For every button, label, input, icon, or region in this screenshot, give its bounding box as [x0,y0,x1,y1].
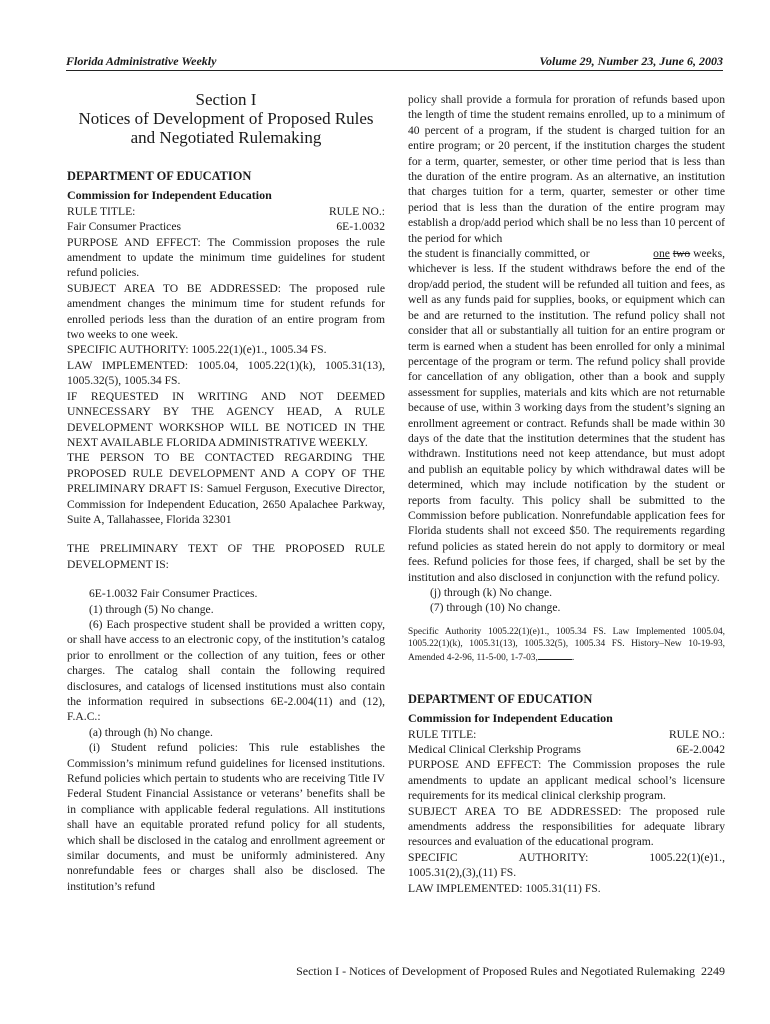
rule-item-j-k: (j) through (k) No change. [430,586,553,599]
section-title-line3: and Negotiated Rulemaking [130,128,322,147]
refund-policy-continued-a: policy shall provide a formula for proration of refunds based upon the length of time the student remains enrolled, up to a minimum of 40 percent of a program, if the student is charged tuition for an entire program; or 20 percent, if the institution charges the student for a term, quarter, semester, or other time period that is less than the duration of the entire program. As an alternative, an institution that charges tuition for a term, quarter, semester or other time period that is less than the duration of the entire program may establish a drop/add period which shall be no less than 10 percent of the period for which [408,93,725,245]
purpose-paragraph-2: PURPOSE AND EFFECT: The Commission proposes the rule amendments to update an applicant medical school’s licensure requirements for its medical clinical clerkship program. [408,758,725,803]
authority-continued-2: 1005.31(2),(3),(11) FS. [408,866,517,880]
section-title-line1: Section I [195,90,257,109]
authority-paragraph: SPECIFIC AUTHORITY: 1005.22(1)(e)1., 1005.34 FS. [67,343,327,357]
rule-item-6: (6) Each prospective student shall be provided a written copy, or shall have access to an electronic copy, of the institution’s catalog prior to enrollment or the collection of any tuition, fees or other charges. The catalog shall contain the following required disclosures, and catalogs of licensed institutions must also contain the information required in subsections 6E-2.004(11) and (12), F.A.C.: [67,617,385,724]
authority-row-2 [408,850,725,865]
deleted-text: two [672,247,691,261]
rule-no-label-2: RULE NO.: [668,727,725,741]
spacer [67,572,385,586]
rule-no-label: RULE NO.: [328,204,385,218]
rule-item-1-5: (1) through (5) No change. [89,602,214,616]
amended-line-pre: the student is financially committed, or [408,247,590,261]
history-note [408,626,725,664]
commission-heading: Commission for Independent Education [67,188,272,203]
inserted-text: one [653,247,670,261]
rule-text-heading: 6E-1.0032 Fair Consumer Practices. [89,587,258,601]
page-number: 2249 [701,964,725,978]
right-column [408,92,725,896]
refund-policy-continued-c: whichever is less. If the student withdraws before the end of the drop/add period, the student will be refunded all tuition and fees, as well as any funds paid for supplies, books, or equipment which can be and are returned to the institution. The refund policy shall not consider that all or substantially all tuition for an entire program or term is earned when a student has been enrolled for only a minimal percentage of the program or term. The refund policy shall provide for cancellation of any obligation, other than a book and supply assessment for supplies, materials and kits which are not returnable because of use, within 3 working days from the student’s signing an enrollment agreement or contract. Refunds shall be made within 30 days of the date that the institution determines that the student has withdrawn. Institutions need not keep attendance, but must adopt and publish an equitable policy by which withdrawal dates will be determined, which may include notification by the student or reports from faculty. This policy shall be submitted to the Commission before publication. Nonrefundable application fees for Florida students shall not exceed $50. The requirements regarding refund policies as stated herein do not apply to dormitory or meal fees. Refund policies for those fees, if charged, shall be set by the institution and also disclosed in conjunction with the refund policy. [408,262,725,584]
preliminary-heading: THE PRELIMINARY TEXT OF THE PROPOSED RULE DEVELOPMENT IS: [67,542,385,571]
rule-label-row-2 [408,727,725,742]
history-end: . [571,652,575,663]
rule-title-label-2: RULE TITLE: [408,727,477,741]
rule-title-2: Medical Clinical Clerkship Programs [408,743,581,757]
department-heading: DEPARTMENT OF EDUCATION [67,169,252,183]
commission-heading-2: Commission for Independent Education [408,711,613,726]
issue-info: Volume 29, Number 23, June 6, 2003 [539,54,723,68]
rule-item-7-10: (7) through (10) No change. [430,601,561,615]
spacer [408,616,725,626]
rule-title: Fair Consumer Practices [67,220,181,234]
law-paragraph: LAW IMPLEMENTED: 1005.04, 1005.22(1)(k), 1005.31(13), 1005.32(5), 1005.34 FS. [67,358,385,388]
history-text: Specific Authority 1005.22(1)(e)1., 1005.34 FS. Law Implemented 1005.04, 1005.22(1)(k), 1005.31(13), 1005.32(5), 1005.34 FS. History–New 10-19-93, Amended 4-2-96, 11-5-00, 1-7-03, [408,626,725,663]
refund-policy-amended-line [408,246,725,261]
workshop-paragraph: IF REQUESTED IN WRITING AND NOT DEEMED UNNECESSARY BY THE AGENCY HEAD, A RULE DEVELOPMENT WORKSHOP WILL BE NOTICED IN THE NEXT AVAILABLE FLORIDA ADMINISTRATIVE WEEKLY. [67,389,385,449]
rule-no-2: 6E-2.0042 [676,743,725,757]
publication-name: Florida Administrative Weekly [66,54,217,68]
authority-label-2: SPECIFIC [408,850,458,864]
section-title-line2: Notices of Development of Proposed Rules [78,109,374,128]
rule-item-i: (i) Student refund policies: This rule establishes the Commission’s minimum refund guidelines for licensed institutions. Refund policies which pertain to students who are receiving Title IV Federal Student Financial Assistance or veterans’ benefits shall be in compliance with applicable federal regulations. All institutions shall have an equitable prorated refund policy for all students, which shall be disclosed in the catalog and enrollment agreement or similar documents, and must be uniformly administered. Any nonrefundable fees or charges shall also be disclosed. The institution’s refund [67,741,385,893]
section-title [67,90,385,147]
amended-line-changes [653,246,725,261]
footer-text: Section I - Notices of Development of Proposed Rules and Negotiated Rulemaking [296,964,695,978]
spacer [408,664,725,692]
law-paragraph-2: LAW IMPLEMENTED: 1005.31(11) FS. [408,881,601,895]
left-column [67,90,385,894]
rule-value-row [67,219,385,234]
authority-mid-2: AUTHORITY: [518,850,589,864]
rule-title-label: RULE TITLE: [67,204,136,218]
purpose-paragraph: PURPOSE AND EFFECT: The Commission proposes the rule amendment to update the minimum time guidelines for student refund policies. [67,235,385,280]
authority-value-2: 1005.22(1)(e)1., [649,850,725,864]
history-blank [538,650,572,660]
rule-no: 6E-1.0032 [336,220,385,234]
department-heading-2: DEPARTMENT OF EDUCATION [408,691,593,706]
page-footer [270,964,725,979]
contact-paragraph: THE PERSON TO BE CONTACTED REGARDING THE PROPOSED RULE DEVELOPMENT AND A COPY OF THE PRELIMINARY DRAFT IS: Samuel Ferguson, Executive Director, Commission for Independent Education, 2650 Apalachee Parkway, Suite A, Tallahassee, Florida 32301 [67,451,385,526]
rule-item-a-h: (a) through (h) No change. [89,725,213,739]
spacer [67,527,385,541]
running-header [66,52,723,71]
subject-paragraph: SUBJECT AREA TO BE ADDRESSED: The proposed rule amendment changes the minimum time for student refunds for enrolled periods less than the duration of an entire program from two weeks to one week. [67,281,385,342]
subject-paragraph-2: SUBJECT AREA TO BE ADDRESSED: The proposed rule amendments address the responsibilities for adequate library resources and evaluation of the educational program. [408,804,725,849]
rule-label-row [67,204,385,219]
rule-value-row-2 [408,742,725,757]
amended-line-post: weeks, [693,247,725,261]
